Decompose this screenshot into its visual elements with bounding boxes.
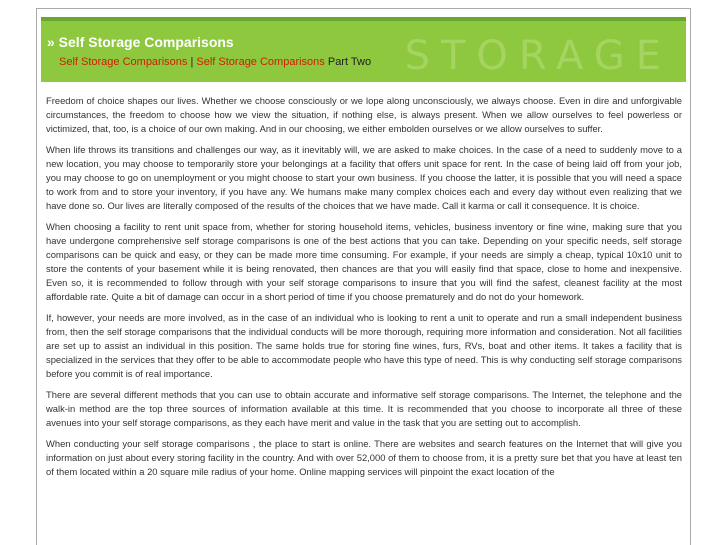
header-banner xyxy=(41,17,686,82)
article-body xyxy=(46,94,682,486)
paragraph: Freedom of choice shapes our lives. Whether we choose consciously or we lope along unconsciously, we always choose. Even in dire and unforgivable circumstances, the freedom to choose how we view the situation, if nothing else, is always present. When we allow ourselves to feel powerless or victimized, that, too, is a choice of our own making. And in our choosing, we either embolden ourselves or we allow ourselves to suffer. xyxy=(46,95,682,134)
paragraph: There are several different methods that you can use to obtain accurate and informative self storage comparisons. The Internet, the telephone and the walk-in method are the top three sources of information available at this time. It is recommended that you choose to incorporate all three of these avenues into your self storage comparisons, as they each have merit and value in the task that you are setting out to accomplish. xyxy=(46,389,682,428)
paragraph: When conducting your self storage comparisons , the place to start is online. There are websites and search features on the Internet that will give you information on just about every storing facility in the country. And with over 52,000 of them to choose from, it is a pretty sure bet that you have at least ten of them located within a 20 square mile radius of your home. Online mapping services will pinpoint the exact location of the xyxy=(46,438,682,477)
paragraph: When life throws its transitions and challenges our way, as it inevitably will, we are asked to make choices. In the case of a need to suddenly move to a new location, you may choose to temporarily store your belongings at a facility that offers unit space for rent. In the case of being laid off from your job, you may choose to go on unemployment or you might choose to start your own business. If you choose the latter, it is possible that you will need a space to work from and to store your inventory, if you have any. We humans make many complex choices each and every day without even realizing that we have done so. Our lives are literally composed of the results of the choices that we have made. Call it karma or call it consequence. It is choice. xyxy=(46,144,682,211)
breadcrumb-separator: | xyxy=(187,56,197,68)
breadcrumb-current-page: Part Two xyxy=(324,56,372,68)
paragraph: If, however, your needs are more involved, as in the case of an individual who is looking to rent a unit to operate and run a small independent business from, then the self storage comparisons that the individual conducts will be more thorough, requiring more information and consideration. Not all facilities are set up to assist an individual in this position. The same holds true for storing fine wines, furs, RVs, boat and other items. It takes a facility that is specialized in the services that they offer to be able to accommodate people who have this type of need. This is why conducting self storage comparisons before you commit is of real importance. xyxy=(46,312,682,379)
breadcrumb-link-self-storage-comparisons[interactable]: Self Storage Comparisons xyxy=(59,56,188,68)
storage-watermark: STORAGE xyxy=(404,33,672,79)
page-frame xyxy=(36,8,691,545)
breadcrumb xyxy=(59,56,371,68)
page-title: » Self Storage Comparisons xyxy=(47,34,234,50)
paragraph: When choosing a facility to rent unit space from, whether for storing household items, vehicles, business inventory or fine wine, making sure that you have undergone comprehensive self storage comparisons is one of the best actions that you can take. Depending on your specific needs, self storage comparisons can be quick and easy, or they can be made more time consuming. For example, if your needs are simply a cheap, typical 10x10 unit to store the contents of your basement while it is being renovated, then chances are that you will easily find that space, close to home and inexpensive. Even so, it is recommended to follow through with your self storage comparisons to insure that you will find the safest, cleanest facility at the most affordable rate. Quite a bit of damage can occur in a short period of time if you choose prematurely and do not do your homework. xyxy=(46,221,682,302)
breadcrumb-link-self-storage-comparisons-2[interactable]: Self Storage Comparisons xyxy=(196,56,325,68)
